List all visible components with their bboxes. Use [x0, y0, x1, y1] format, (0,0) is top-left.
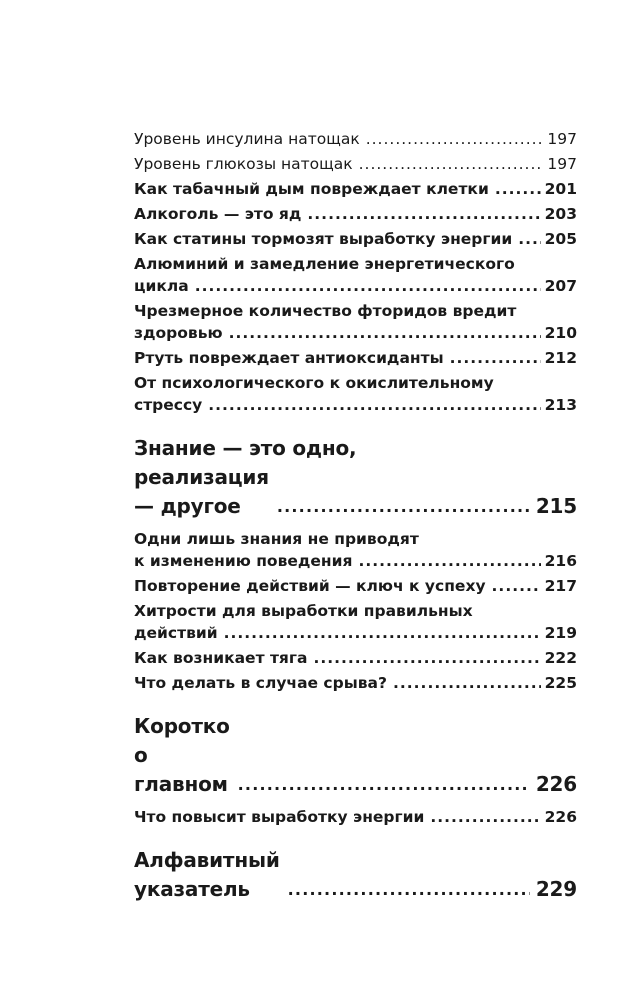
leader-dots	[430, 806, 540, 828]
toc-entry-title: Повторение действий — ключ к успеху	[134, 577, 486, 595]
toc-entry-page: 219	[544, 624, 577, 642]
leader-dots	[208, 394, 540, 416]
leader-dots	[229, 322, 541, 344]
toc-entry[interactable]	[134, 128, 577, 150]
toc-entry[interactable]	[134, 575, 577, 597]
toc-entry-page: 210	[544, 324, 577, 342]
toc-entry-title-line1: Чрезмерное количество фторидов вредит	[134, 302, 517, 320]
toc-entry-title-line2: действий	[134, 624, 218, 642]
toc-entry-page: 203	[544, 205, 577, 223]
toc-entry-title-line2: стрессу	[134, 396, 203, 414]
toc-entry-title-line2: цикла	[134, 277, 189, 295]
leader-dots	[450, 347, 541, 369]
toc-entry[interactable]	[134, 647, 577, 669]
toc-section-heading[interactable]	[134, 846, 577, 904]
toc-entry-title: Ртуть повреждает антиоксиданты	[134, 349, 444, 367]
toc-entry-title: Как табачный дым повреждает клетки	[134, 180, 489, 198]
toc-section-title-line1: Знание — это одно,	[134, 436, 357, 460]
leader-dots	[288, 875, 530, 904]
toc-entry-title: Что повысит выработку энергии	[134, 808, 425, 826]
toc-entry[interactable]	[134, 672, 577, 694]
leader-dots	[238, 770, 530, 799]
toc-entry-title: Как возникает тяга	[134, 649, 308, 667]
toc-entry-title-line1: От психологического к окислительному	[134, 374, 494, 392]
toc-entry-title: Как статины тормозят выработку энергии	[134, 230, 513, 248]
toc-section-page: 229	[535, 877, 577, 901]
toc-section-title-line2: реализация — другое	[134, 465, 269, 518]
toc-entry-title: Что делать в случае срыва?	[134, 674, 387, 692]
toc-entry-page: 217	[544, 577, 577, 595]
toc-entry[interactable]	[134, 372, 577, 416]
toc-entry-title-line2: к изменению поведения	[134, 552, 353, 570]
toc-entry-title-line1: Алюминий и замедление энергетического	[134, 255, 515, 273]
leader-dots	[277, 492, 530, 521]
toc-entry[interactable]	[134, 528, 577, 572]
toc-entry-page: 222	[544, 649, 577, 667]
toc-entry[interactable]	[134, 178, 577, 200]
toc-entry[interactable]	[134, 806, 577, 828]
leader-dots	[307, 203, 540, 225]
toc-entry-page: 225	[544, 674, 577, 692]
toc-entry-page: 205	[544, 230, 577, 248]
toc-section-title: Алфавитный указатель	[134, 848, 280, 901]
leader-dots	[358, 550, 540, 572]
table-of-contents	[134, 128, 577, 911]
toc-entry-title-line1: Хитрости для выработки правильных	[134, 602, 473, 620]
toc-entry-title: Уровень инсулина натощак	[134, 130, 360, 148]
toc-entry-page: 212	[544, 349, 577, 367]
toc-entry-page: 213	[544, 396, 577, 414]
leader-dots	[393, 672, 541, 694]
toc-section-heading[interactable]	[134, 712, 577, 799]
leader-dots	[359, 153, 544, 175]
toc-entry-title: Уровень глюкозы натощак	[134, 155, 353, 173]
leader-dots	[313, 647, 540, 669]
toc-entry-page: 207	[544, 277, 577, 295]
leader-dots	[224, 622, 541, 644]
toc-section-page: 215	[535, 494, 577, 518]
leader-dots	[495, 178, 541, 200]
toc-entry[interactable]	[134, 153, 577, 175]
toc-entry-page: 197	[547, 155, 577, 173]
toc-entry-title-line2: здоровью	[134, 324, 223, 342]
toc-entry[interactable]	[134, 600, 577, 644]
toc-entry[interactable]	[134, 203, 577, 225]
toc-entry-page: 197	[547, 130, 577, 148]
toc-entry[interactable]	[134, 347, 577, 369]
leader-dots	[518, 228, 540, 250]
leader-dots	[366, 128, 544, 150]
toc-section-title: Коротко о главном	[134, 714, 230, 796]
leader-dots	[195, 275, 541, 297]
toc-section-page: 226	[535, 772, 577, 796]
toc-entry-page: 216	[544, 552, 577, 570]
toc-entry[interactable]	[134, 228, 577, 250]
toc-entry-title-line1: Одни лишь знания не приводят	[134, 530, 419, 548]
toc-entry[interactable]	[134, 253, 577, 297]
toc-section-heading[interactable]	[134, 434, 577, 521]
toc-entry-title: Алкоголь — это яд	[134, 205, 302, 223]
toc-entry[interactable]	[134, 300, 577, 344]
leader-dots	[492, 575, 541, 597]
toc-entry-page: 201	[544, 180, 577, 198]
toc-entry-page: 226	[544, 808, 577, 826]
